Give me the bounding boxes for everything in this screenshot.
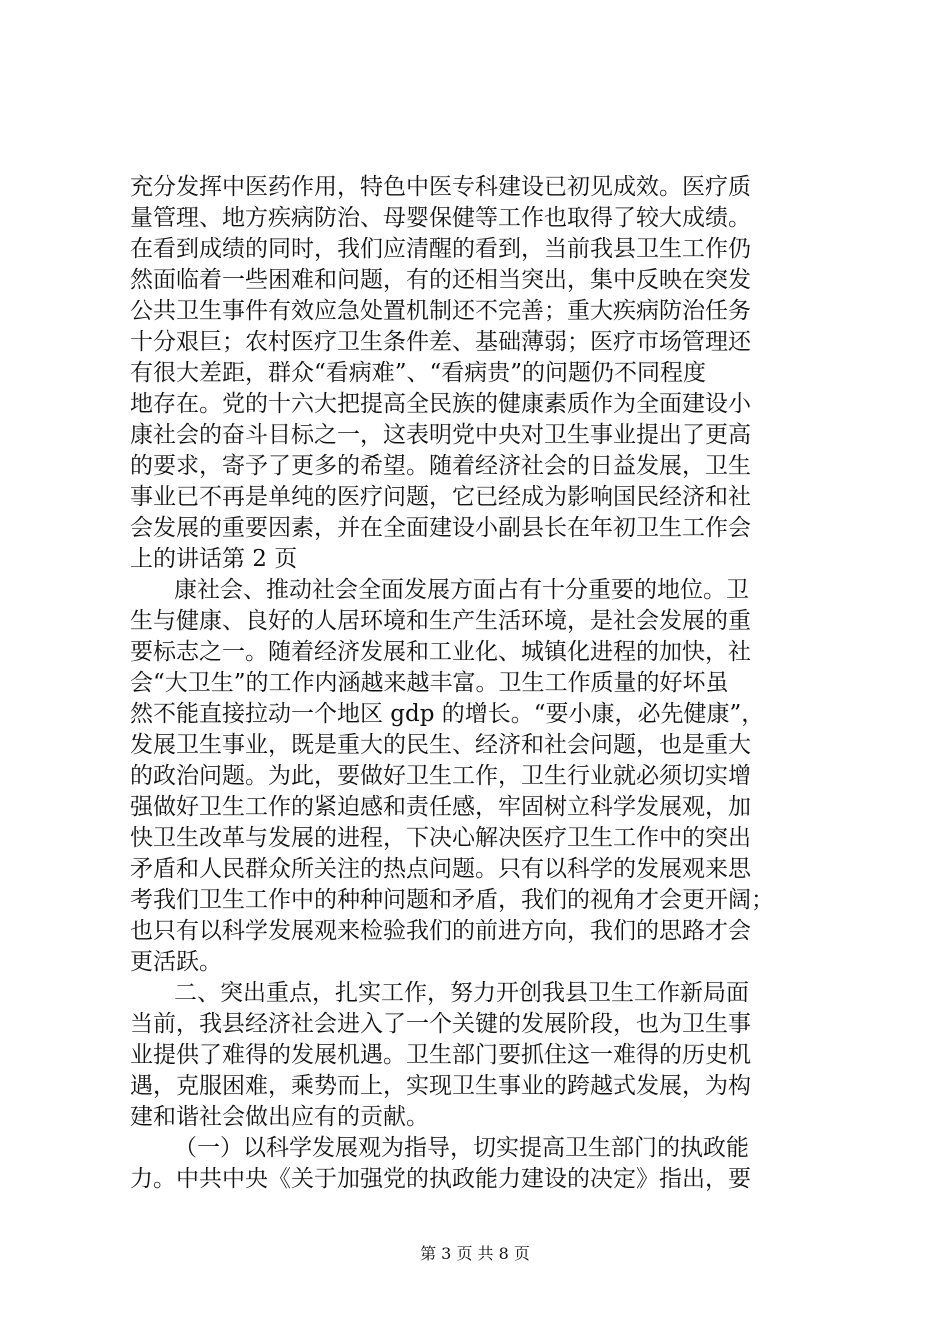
text-line: 要标志之一。随着经济发展和工业化、城镇化进程的加快，社	[130, 639, 751, 665]
text-line: 康社会的奋斗目标之一，这表明党中央对卫生事业提出了更高	[130, 422, 751, 448]
text-line: 的政治问题。为此，要做好卫生工作，卫生行业就必须切实增	[130, 763, 751, 789]
text-line: 更活跃。	[130, 949, 222, 975]
text-line: 事业已不再是单纯的医疗问题，它已经成为影响国民经济和社	[130, 484, 751, 510]
text-line: 会“大卫生”的工作内涵越来越丰富。卫生工作质量的好坏虽	[130, 670, 729, 696]
page-footer: 第 3 页 共 8 页	[420, 1244, 530, 1263]
text-line: 也只有以科学发展观来检验我们的前进方向，我们的思路才会	[130, 918, 751, 944]
text-line: 量管理、地方疾病防治、母婴保健等工作也取得了较大成绩。	[130, 205, 751, 231]
text-line: 充分发挥中医药作用，特色中医专科建设已初见成效。医疗质	[130, 174, 751, 200]
text-line: 在看到成绩的同时，我们应清醒的看到，当前我县卫生工作仍	[130, 236, 751, 262]
paragraph-start-line: 康社会、推动社会全面发展方面占有十分重要的地位。卫	[174, 577, 749, 603]
document-body	[130, 172, 842, 1195]
text-line: 力。中共中央《关于加强党的执政能力建设的决定》指出，要	[130, 1166, 751, 1192]
text-line: 建和谐社会做出应有的贡献。	[130, 1104, 429, 1130]
text-line: 当前，我县经济社会进入了一个关键的发展阶段，也为卫生事	[130, 1011, 751, 1037]
text-line: 公共卫生事件有效应急处置机制还不完善；重大疾病防治任务	[130, 298, 751, 324]
text-line: 有很大差距，群众“看病难”、“看病贵”的问题仍不同程度	[130, 360, 707, 386]
text-line: 十分艰巨；农村医疗卫生条件差、基础薄弱；医疗市场管理还	[130, 329, 751, 355]
text-line: 的要求，寄予了更多的希望。随着经济社会的日益发展，卫生	[130, 453, 751, 479]
text-line: 业提供了难得的发展机遇。卫生部门要抓住这一难得的历史机	[130, 1042, 751, 1068]
text-line: 快卫生改革与发展的进程，下决心解决医疗卫生工作中的突出	[130, 825, 751, 851]
text-line: 会发展的重要因素，并在全面建设小副县长在年初卫生工作会	[130, 515, 751, 541]
text-line: 发展卫生事业，既是重大的民生、经济和社会问题，也是重大	[130, 732, 751, 758]
text-line: 生与健康、良好的人居环境和生产生活环境，是社会发展的重	[130, 608, 751, 634]
text-line: 矛盾和人民群众所关注的热点问题。只有以科学的发展观来思	[130, 856, 751, 882]
text-line: 地存在。党的十六大把提高全民族的健康素质作为全面建设小	[130, 391, 751, 417]
text-line: 上的讲话第 2 页	[130, 546, 298, 572]
text-line: 然不能直接拉动一个地区 gdp 的增长。“要小康，必先健康”，	[130, 701, 765, 727]
text-line: 然面临着一些困难和问题，有的还相当突出，集中反映在突发	[130, 267, 751, 293]
text-line: 考我们卫生工作中的种种问题和矛盾，我们的视角才会更开阔；	[130, 887, 774, 913]
text-line: 遇，克服困难，乘势而上，实现卫生事业的跨越式发展，为构	[130, 1073, 751, 1099]
subsection-start-line: （一）以科学发展观为指导，切实提高卫生部门的执政能	[174, 1135, 749, 1161]
section-heading: 二、突出重点，扎实工作，努力开创我县卫生工作新局面	[174, 980, 749, 1006]
text-line: 强做好卫生工作的紧迫感和责任感，牢固树立科学发展观，加	[130, 794, 751, 820]
